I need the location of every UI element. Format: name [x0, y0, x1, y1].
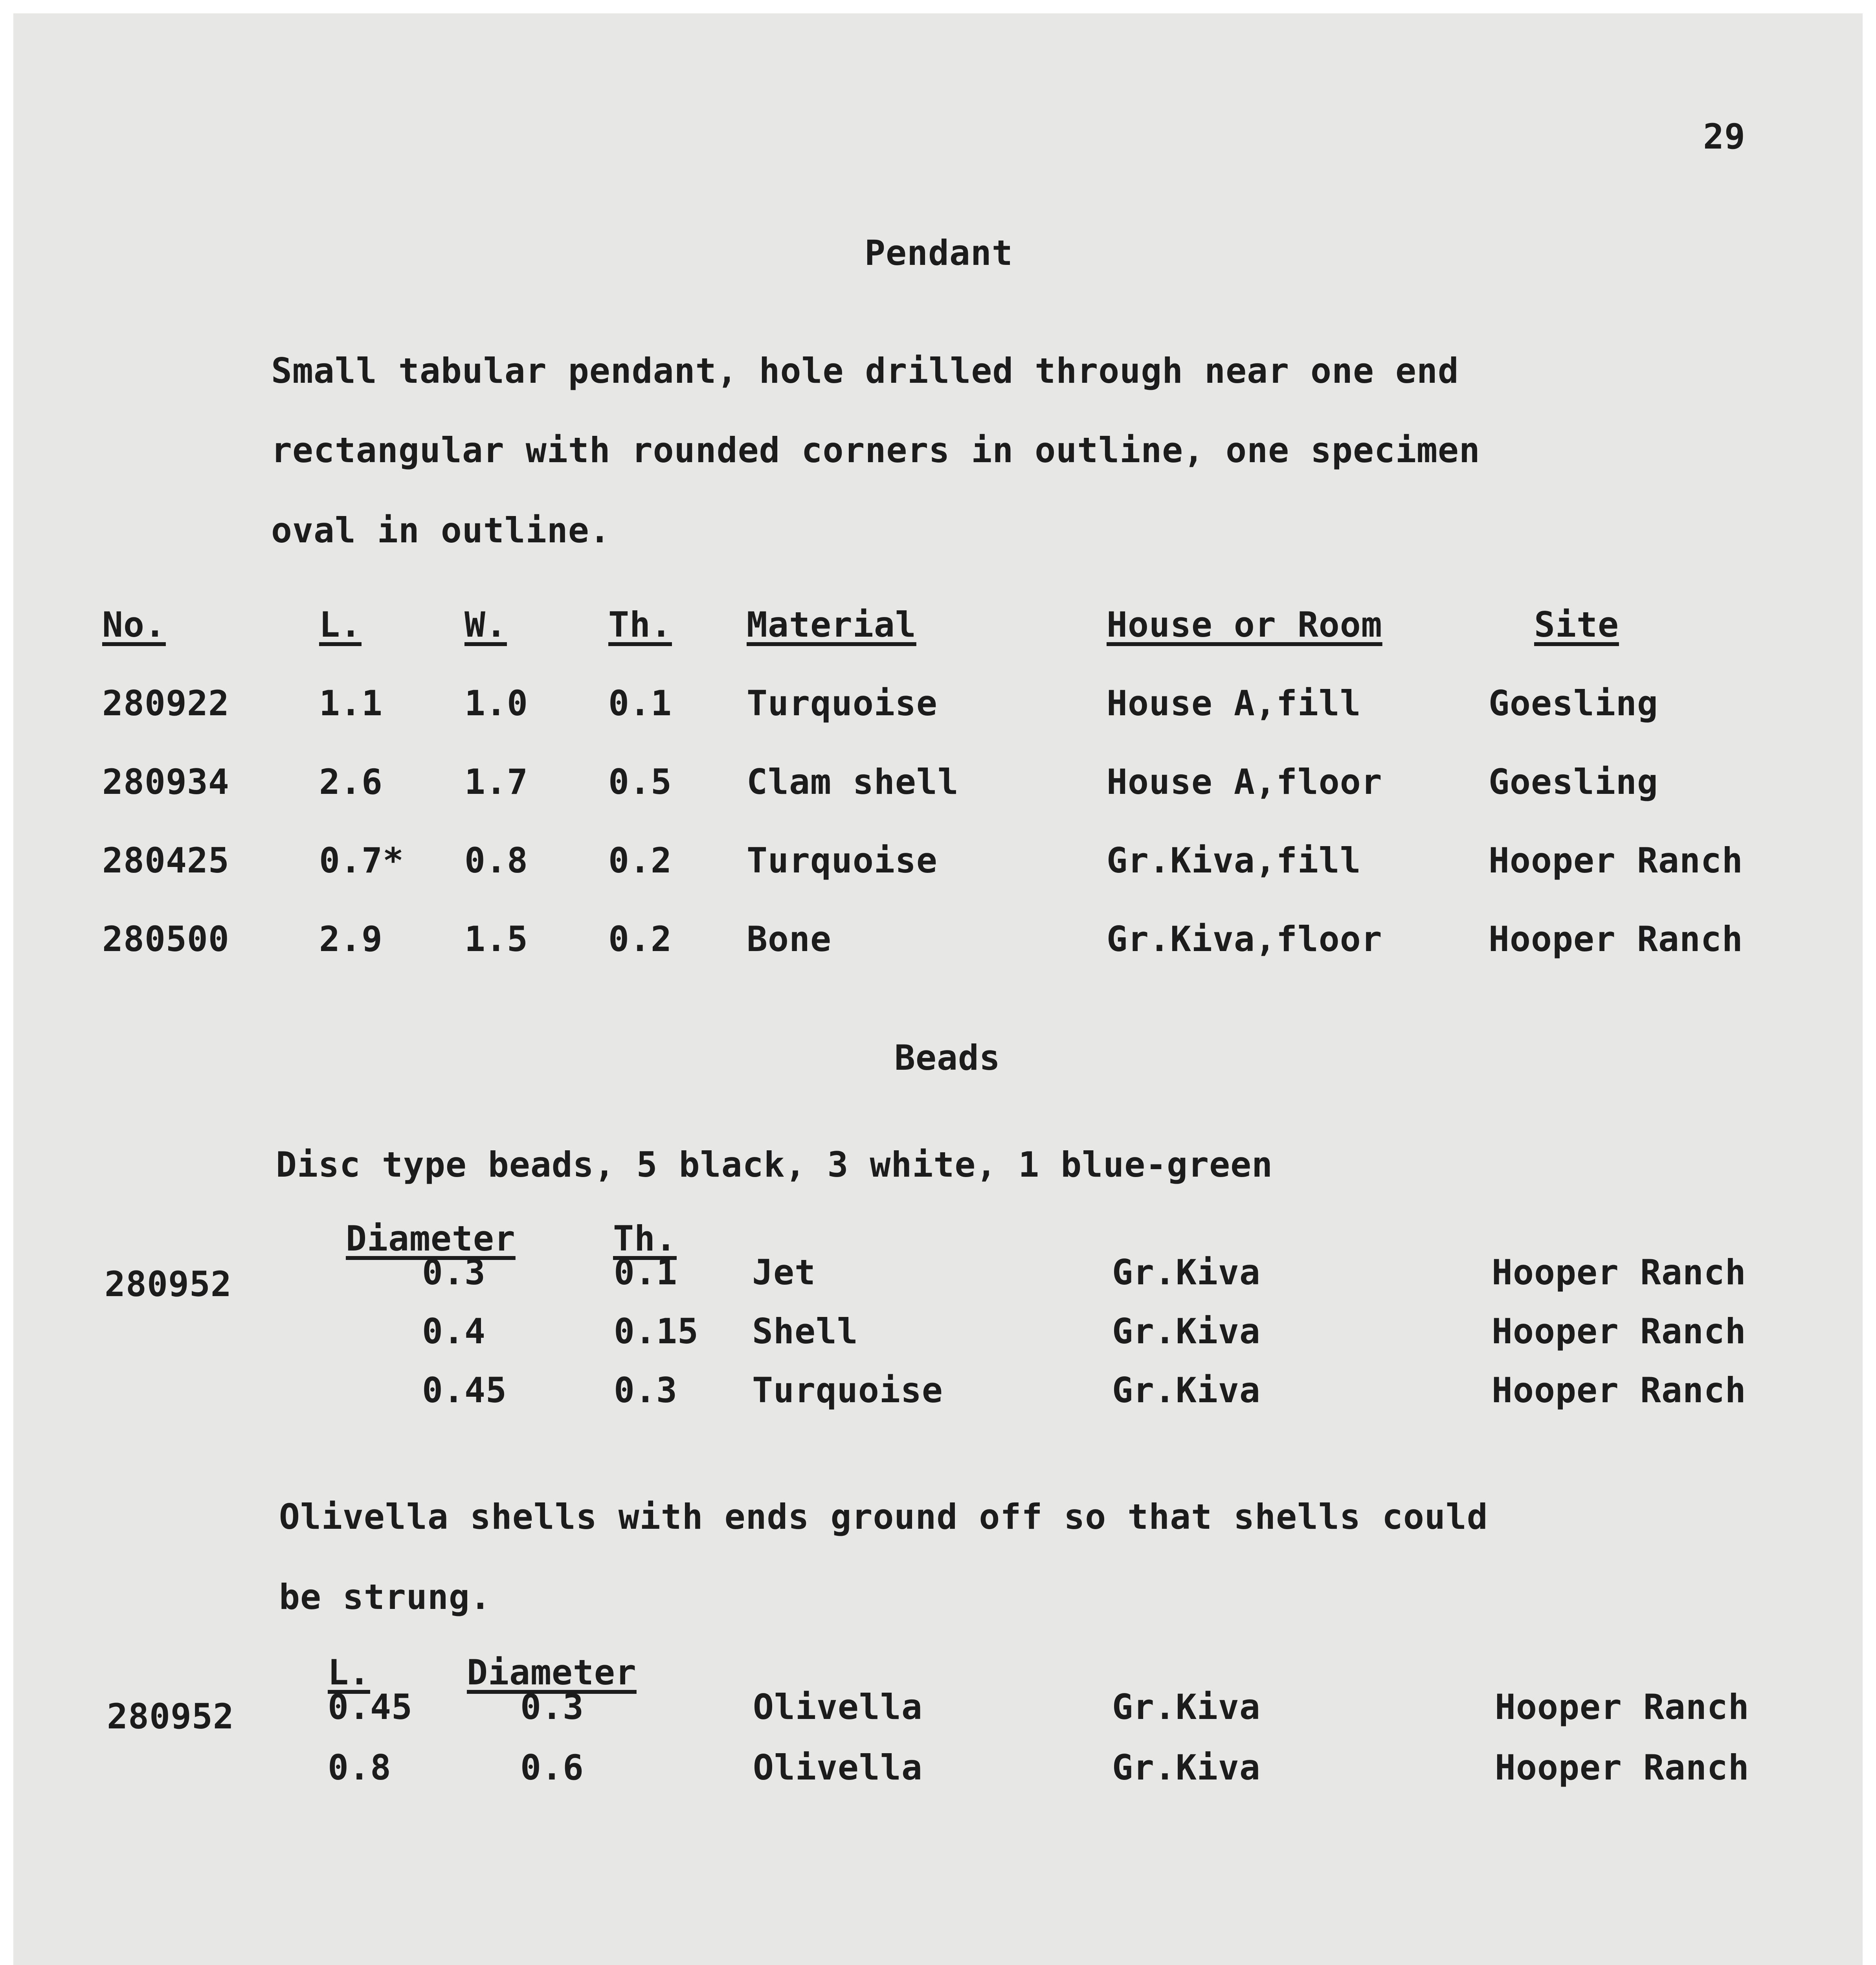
cell-material: Olivella [753, 1747, 923, 1788]
cell-width: 1.0 [464, 683, 528, 724]
cell-no: 280934 [102, 762, 229, 802]
cell-house-or-room: Gr.Kiva,floor [1107, 919, 1382, 959]
header-diameter: Diameter [346, 1218, 516, 1259]
olivella-paragraph-line-2: be strung. [279, 1577, 491, 1617]
cell-site: Goesling [1489, 762, 1658, 802]
cell-thickness: 0.1 [614, 1252, 677, 1293]
header-length: L. [319, 604, 362, 645]
cell-house-or-room: Gr.Kiva [1112, 1747, 1261, 1788]
cell-width: 1.5 [464, 919, 528, 959]
pendant-paragraph-line-3: oval in outline. [271, 510, 611, 551]
cell-diameter: 0.4 [422, 1311, 486, 1352]
header-house-or-room: House or Room [1107, 604, 1382, 645]
cell-material: Turquoise [747, 683, 938, 724]
cell-material: Olivella [753, 1687, 923, 1727]
cell-site: Hooper Ranch [1489, 919, 1743, 959]
pendant-paragraph-line-2: rectangular with rounded corners in outline, one specimen [271, 430, 1480, 470]
cell-site: Hooper Ranch [1492, 1252, 1746, 1293]
cell-no: 280952 [105, 1264, 232, 1304]
header-length: L. [328, 1652, 370, 1693]
cell-diameter: 0.6 [520, 1747, 584, 1788]
cell-no: 280952 [107, 1696, 234, 1737]
pendant-paragraph-line-1: Small tabular pendant, hole drilled through near one end [271, 351, 1459, 391]
cell-material: Clam shell [747, 762, 959, 802]
cell-house-or-room: House A,floor [1107, 762, 1382, 802]
olivella-paragraph-line-1: Olivella shells with ends ground off so that shells could [279, 1497, 1488, 1537]
cell-width: 0.8 [464, 840, 528, 881]
cell-site: Goesling [1489, 683, 1658, 724]
cell-length: 1.1 [319, 683, 383, 724]
cell-site: Hooper Ranch [1492, 1370, 1746, 1410]
cell-house-or-room: Gr.Kiva [1112, 1311, 1261, 1352]
cell-site: Hooper Ranch [1495, 1687, 1749, 1727]
cell-material: Turquoise [747, 840, 938, 881]
header-material: Material [747, 604, 916, 645]
header-thickness: Th. [608, 604, 672, 645]
header-site: Site [1534, 604, 1619, 645]
cell-material: Bone [747, 919, 832, 959]
cell-diameter: 0.3 [422, 1252, 486, 1293]
cell-thickness: 0.3 [614, 1370, 677, 1410]
cell-length: 0.7* [319, 840, 404, 881]
cell-diameter: 0.3 [520, 1687, 584, 1727]
cell-house-or-room: House A,fill [1107, 683, 1361, 724]
cell-house-or-room: Gr.Kiva [1112, 1370, 1261, 1410]
cell-house-or-room: Gr.Kiva [1112, 1687, 1261, 1727]
cell-site: Hooper Ranch [1495, 1747, 1749, 1788]
cell-thickness: 0.2 [608, 840, 672, 881]
cell-thickness: 0.5 [608, 762, 672, 802]
section-title-beads: Beads [894, 1038, 1000, 1078]
cell-site: Hooper Ranch [1489, 840, 1743, 881]
header-no: No. [102, 604, 166, 645]
document-page [13, 13, 1863, 1965]
cell-thickness: 0.1 [608, 683, 672, 724]
cell-material: Shell [752, 1311, 858, 1352]
cell-diameter: 0.45 [422, 1370, 507, 1410]
header-width: W. [464, 604, 507, 645]
cell-no: 280425 [102, 840, 229, 881]
cell-house-or-room: Gr.Kiva,fill [1107, 840, 1361, 881]
beads-disc-description: Disc type beads, 5 black, 3 white, 1 blue-green [276, 1144, 1273, 1185]
header-thickness: Th. [613, 1218, 677, 1259]
cell-length: 2.6 [319, 762, 383, 802]
page-number: 29 [1703, 116, 1746, 157]
cell-material: Turquoise [752, 1370, 943, 1410]
cell-thickness: 0.15 [614, 1311, 699, 1352]
section-title-pendant: Pendant [865, 233, 1013, 273]
cell-no: 280922 [102, 683, 229, 724]
header-diameter: Diameter [467, 1652, 637, 1693]
cell-width: 1.7 [464, 762, 528, 802]
cell-length: 0.8 [328, 1747, 391, 1788]
cell-length: 0.45 [328, 1687, 413, 1727]
cell-material: Jet [752, 1252, 816, 1293]
cell-house-or-room: Gr.Kiva [1112, 1252, 1261, 1293]
cell-thickness: 0.2 [608, 919, 672, 959]
cell-length: 2.9 [319, 919, 383, 959]
cell-no: 280500 [102, 919, 229, 959]
cell-site: Hooper Ranch [1492, 1311, 1746, 1352]
